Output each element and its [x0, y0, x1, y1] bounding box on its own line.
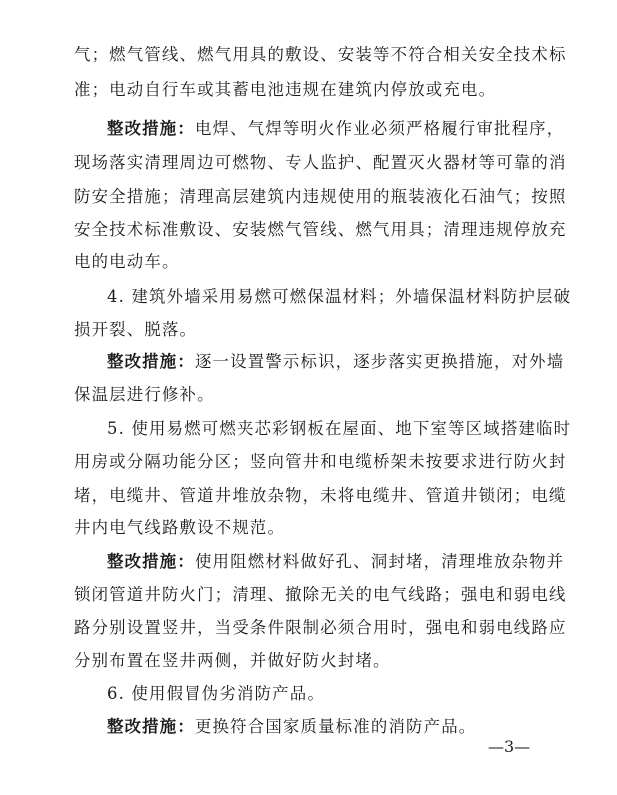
- text-line: 气；燃气管线、燃气用具的敷设、安装等不符合相关安全技术标: [74, 45, 567, 64]
- measures-line: 整改措施：电焊、气焊等明火作业必须严格履行审批程序，: [107, 119, 565, 138]
- item-heading: 6. 使用假冒伪劣消防产品。: [107, 684, 325, 703]
- text-line: 路分别设置竖井，当受条件限制必须合用时，强电和弱电线路应: [74, 618, 567, 637]
- item-heading: 5. 使用易燃可燃夹芯彩钢板在屋面、地下室等区域搭建临时: [107, 419, 572, 438]
- measures-line: 整改措施：更换符合国家质量标准的消防产品。: [107, 717, 477, 736]
- measures-label: 整改措施：: [107, 717, 195, 736]
- text-line: 准；电动自行车或其蓄电池违规在建筑内停放或充电。: [74, 80, 497, 99]
- text-line: 堵，电缆井、管道井堆放杂物，未将电缆井、管道井锁闭；电缆: [74, 486, 567, 505]
- text-line: 电的电动车。: [74, 252, 180, 271]
- text-line: 用房或分隔功能分区；竖向管井和电缆桥架未按要求进行防火封: [74, 452, 567, 471]
- text-line: 损开裂、脱落。: [74, 320, 198, 339]
- measures-label: 整改措施：: [107, 552, 195, 571]
- text-line: 保温层进行修补。: [74, 385, 215, 404]
- measures-label: 整改措施：: [107, 352, 195, 371]
- measures-label: 整改措施：: [107, 119, 195, 138]
- item-heading: 4. 建筑外墙采用易燃可燃保温材料；外墙保温材料防护层破: [107, 287, 572, 306]
- text-line: 分别布置在竖井两侧，并做好防火封堵。: [74, 651, 391, 670]
- text-line: 锁闭管道井防火门；清理、撤除无关的电气线路；强电和弱电线: [74, 585, 567, 604]
- measures-line: 整改措施：使用阻燃材料做好孔、洞封堵，清理堆放杂物并: [107, 552, 565, 571]
- text-line: 安全技术标准敷设、安装燃气管线、燃气用具；清理违规停放充: [74, 220, 567, 239]
- page-number: —3—: [488, 737, 531, 756]
- text-line: 井内电气线路敷设不规范。: [74, 518, 286, 537]
- text-line: 现场落实清理周边可燃物、专人监护、配置灭火器材等可靠的消: [74, 153, 567, 172]
- text-line: 防安全措施；清理高层建筑内违规使用的瓶装液化石油气；按照: [74, 187, 567, 206]
- measures-line: 整改措施：逐一设置警示标识，逐步落实更换措施，对外墙: [107, 352, 565, 371]
